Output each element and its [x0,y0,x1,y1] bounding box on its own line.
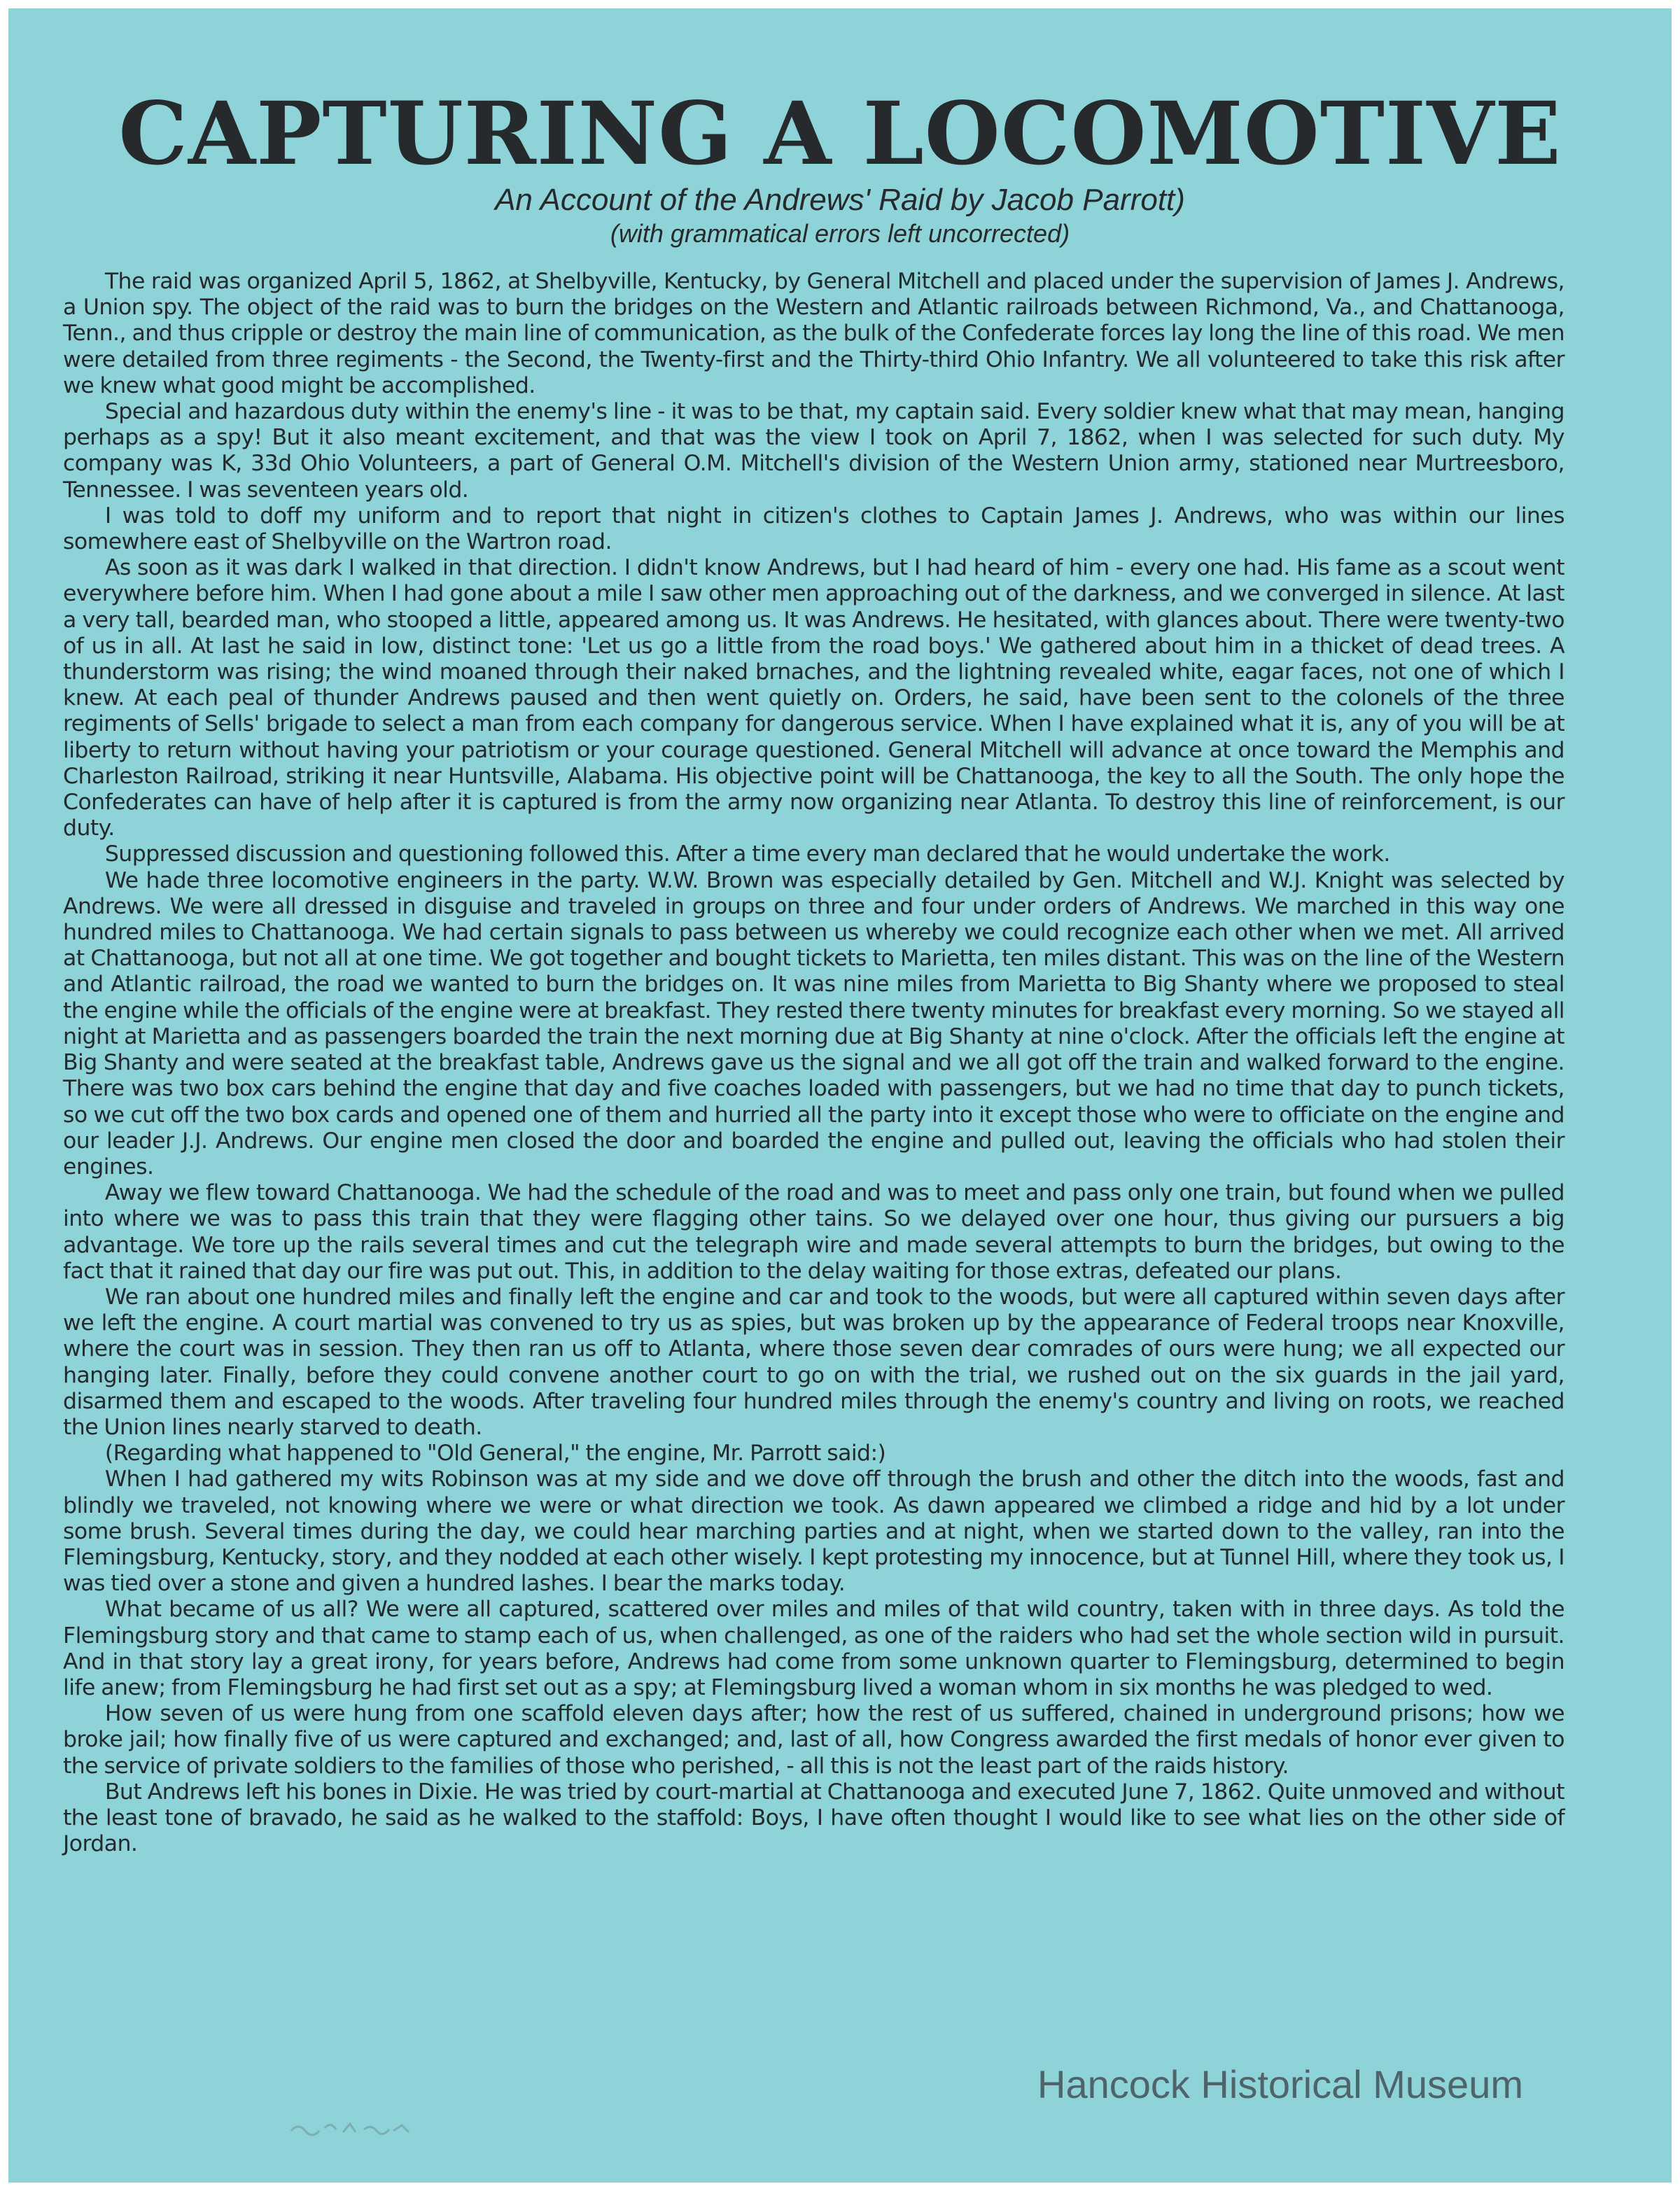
paragraph: Suppressed discussion and questioning followed this. After a time every man declared that he would undertake the work. [104,841,1390,867]
article-body [63,269,1564,1857]
paragraph: As soon as it was dark I walked in that direction. I didn't know Andrews, but I had heard of him - every one had. His fame as a scout went everywhere before him. When I had gone about a mile I saw other men approaching out of the darkness, and we converged in silence. At last a very tall, bearded man, who stooped a little, appeared among us. It was Andrews. He hesitated, with glances about. There were twenty-two of us in all. At last he said in low, distinct tone: 'Let us go a little from the road boys.' We gathered about him in a thicket of dead trees. A thunderstorm was rising; the wind moaned through their naked brnaches, and the lightning revealed white, eagar faces, not one of which I knew. At each peal of thunder Andrews paused and then went quietly on. Orders, he said, have been sent to the colonels of the three regiments of Sells' brigade to select a man from each company for dangerous service. When I have explained what it is, any of you will be at liberty to return without having your patriotism or your courage questioned. General Mitchell will advance at once toward the Memphis and Charleston Railroad, striking it near Huntsville, Alabama. His objective point will be Chattanooga, the key to all the South. The only hope the Confederates can have of help after it is captured is from the army now organizing near Atlanta. To destroy this line of reinforcement, is our duty. [63,555,1564,841]
paragraph: I was told to doff my uniform and to report that night in citizen's clothes to Captain James J. Andrews, who was within our lines somewhere east of Shelbyville on the Wartron road. [63,503,1564,555]
paragraph: The raid was organized April 5, 1862, at Shelbyville, Kentucky, by General Mitchell and placed under the supervision of James J. Andrews, a Union spy. The object of the raid was to burn the bridges on the Western and Atlantic railroads between Richmond, Va., and Chattanooga, Tenn., and thus cripple or destroy the main line of communication, as the bulk of the Confederate forces lay long the line of this road. We men were detailed from three regiments - the Second, the Twenty-first and the Thirty-third Ohio Infantry. We all volunteered to take this risk after we knew what good might be accomplished. [63,269,1564,398]
document-subtitle-note: (with grammatical errors left uncorrected) [610,219,1070,248]
document-subtitle: An Account of the Andrews' Raid by Jacob Parrott) [495,183,1185,217]
paragraph: But Andrews left his bones in Dixie. He was tried by court-martial at Chattanooga and executed June 7, 1862. Quite unmoved and without the least tone of bravado, he said as he walked to the staffold: Boys, I have often thought I would like to see what lies on the other side of Jordan. [63,1779,1564,1857]
paragraph: (Regarding what happened to "Old General," the engine, Mr. Parrott said:) [104,1441,886,1466]
paragraph: We ran about one hundred miles and finally left the engine and car and took to the woods, but were all captured within seven days after we left the engine. A court martial was convened to try us as spies, but was broken up by the appearance of Federal troops near Knoxville, where the court was in session. They then ran us off to Atlanta, where those seven dear comrades of ours were hung; we all expected our hanging later. Finally, before they could convene another court to go on with the trial, we rushed out on the six guards in the jail yard, disarmed them and escaped to the woods. After traveling four hundred miles through the enemy's country and living on roots, we reached the Union lines nearly starved to death. [63,1284,1564,1440]
paragraph: Special and hazardous duty within the enemy's line - it was to be that, my captain said. Every soldier knew what that may mean, hanging perhaps as a spy! But it also meant excitement, and that was the view I took on April 7, 1862, when I was selected for such duty. My company was K, 33d Ohio Volunteers, a part of General O.M. Mitchell's division of the Western Union army, stationed near Murtreesboro, Tennessee. I was seventeen years old. [63,399,1564,503]
faint-ink-mark [288,2115,414,2139]
museum-watermark: Hancock Historical Museum [1037,2062,1523,2106]
paragraph: What became of us all? We were all captured, scattered over miles and miles of that wild country, taken with in three days. As told the Flemingsburg story and that came to stamp each of us, when challenged, as one of the raiders who had set the whole section wild in pursuit. And in that story lay a great irony, for years before, Andrews had come from some unknown quarter to Flemingsburg, determined to begin life anew; from Flemingsburg he had first set out as a spy; at Flemingsburg lived a woman whom in six months he was pledged to wed. [63,1597,1564,1700]
document-title: CAPTURING A LOCOMOTIVE [118,83,1562,185]
paragraph: When I had gathered my wits Robinson was at my side and we dove off through the brush and other the ditch into the woods, fast and blindly we traveled, not knowing where we were or what direction we took. As dawn appeared we climbed a ridge and hid by a lot under some brush. Several times during the day, we could hear marching parties and at night, when we started down to the valley, ran into the Flemingsburg, Kentucky, story, and they nodded at each other wisely. I kept protesting my innocence, but at Tunnel Hill, where they took us, I was tied over a stone and given a hundred lashes. I bear the marks today. [63,1466,1564,1597]
paragraph: We hade three locomotive engineers in the party. W.W. Brown was especially detailed by Gen. Mitchell and W.J. Knight was selected by Andrews. We were all dressed in disguise and traveled in groups on three and four under orders of Andrews. We marched in this way one hundred miles to Chattanooga. We had certain signals to pass between us whereby we could recognize each other when we met. All arrived at Chattanooga, but not all at one time. We got together and bought tickets to Marietta, ten miles distant. This was on the line of the Western and Atlantic railroad, the road we wanted to burn the bridges on. It was nine miles from Marietta to Big Shanty where we proposed to steal the engine while the officials of the engine were at breakfast. They rested there twenty minutes for breakfast every morning. So we stayed all night at Marietta and as passengers boarded the train the next morning due at Big Shanty at nine o'clock. After the officials left the engine at Big Shanty and were seated at the breakfast table, Andrews gave us the signal and we all got off the train and walked forward to the engine. There was two box cars behind the engine that day and five coaches loaded with passengers, but we had no time that day to punch tickets, so we cut off the two box cards and opened one of them and hurried all the party into it except those who were to officiate on the engine and our leader J.J. Andrews. Our engine men closed the door and boarded the engine and pulled out, leaving the officials who had stolen their engines. [63,867,1564,1180]
paragraph: Away we flew toward Chattanooga. We had the schedule of the road and was to meet and pass only one train, but found when we pulled into where we was to pass this train that they were flagging other tains. So we delayed over one hour, thus giving our pursuers a big advantage. We tore up the rails several times and cut the telegraph wire and made several attempts to burn the bridges, but owing to the fact that it rained that day our fire was put out. This, in addition to the delay waiting for those extras, defeated our plans. [63,1180,1564,1284]
document-page [8,8,1672,2183]
paragraph: How seven of us were hung from one scaffold eleven days after; how the rest of us suffered, chained in underground prisons; how we broke jail; how finally five of us were captured and exchanged; and, last of all, how Congress awarded the first medals of honor ever given to the service of private soldiers to the families of those who perished, - all this is not the least part of the raids history. [63,1701,1564,1779]
